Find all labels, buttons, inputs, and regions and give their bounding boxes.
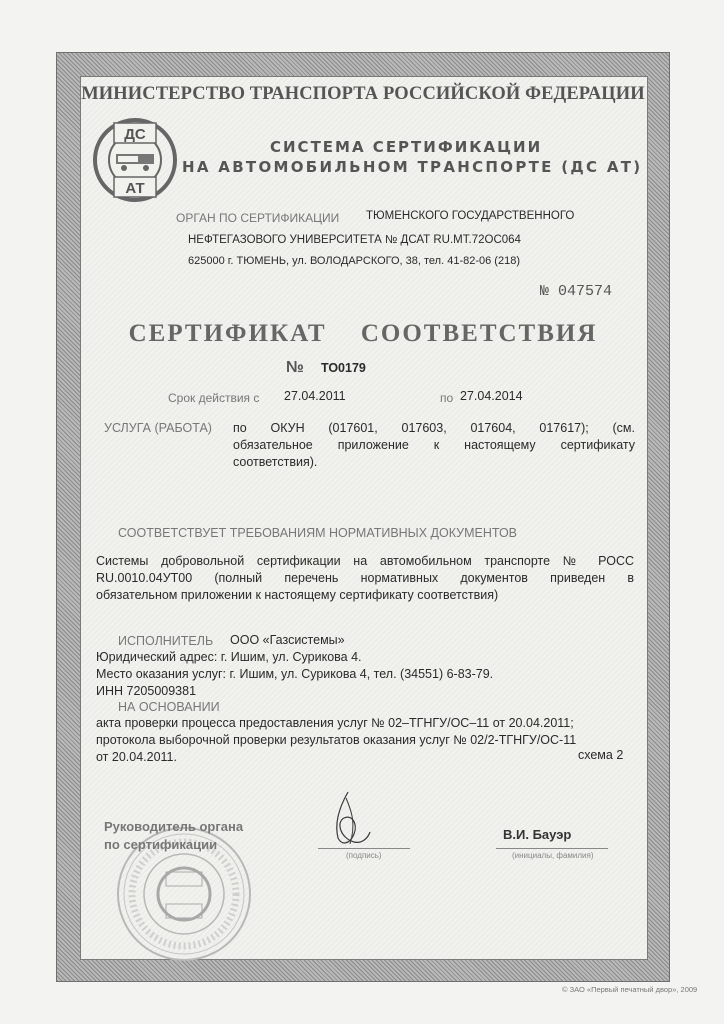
- conformity-text: [96, 553, 634, 604]
- legal-address: Юридический адрес: г. Ишим, ул. Сурикова 4.: [96, 650, 362, 664]
- organ-line2: НЕФТЕГАЗОВОГО УНИВЕРСИТЕТА № ДСАТ RU.MT.72OC064: [188, 234, 521, 246]
- signatory-label-line2: по сертификации: [104, 837, 218, 852]
- signature-line: [318, 848, 410, 849]
- organ-label: ОРГАН ПО СЕРТИФИКАЦИИ: [176, 211, 340, 225]
- system-title-line1: СИСТЕМА СЕРТИФИКАЦИИ: [270, 138, 543, 156]
- signer-name: В.И. Бауэр: [503, 827, 572, 842]
- valid-to-label: по: [440, 391, 454, 405]
- valid-to: 27.04.2014: [460, 389, 523, 403]
- basis-line3: от 20.04.2011.: [96, 750, 177, 764]
- organ-line1: ТЮМЕНСКОГО ГОСУДАРСТВЕННОГО: [366, 210, 575, 222]
- blank-number: № 047574: [540, 283, 613, 300]
- name-caption: (инициалы, фамилия): [512, 851, 594, 860]
- logo-text-top: ДС: [124, 126, 146, 143]
- conformity-line3: обязательном приложении к настоящему сертификату соответствия): [96, 588, 499, 602]
- service-address: Место оказания услуг: г. Ишим, ул. Сурикова 4, тел. (34551) 6-83-79.: [96, 667, 494, 681]
- handwritten-signature: [326, 788, 376, 850]
- signatory-label: [104, 818, 243, 854]
- service-description: [233, 420, 635, 471]
- executor-label: ИСПОЛНИТЕЛЬ: [118, 634, 214, 648]
- conformity-label: СООТВЕТСТВУЕТ ТРЕБОВАНИЯМ НОРМАТИВНЫХ ДОКУМЕНТОВ: [118, 526, 518, 540]
- validity-label: Срок действия с: [168, 391, 260, 405]
- ministry-heading: МИНИСТЕРСТВО ТРАНСПОРТА РОССИЙСКОЙ ФЕДЕРАЦИИ: [81, 84, 645, 104]
- logo-text-bottom: АТ: [125, 180, 145, 197]
- basis-label: НА ОСНОВАНИИ: [118, 700, 220, 714]
- organ-line3: 625000 г. ТЮМЕНЬ, ул. ВОЛОДАРСКОГО, 38, тел. 41-82-06 (218): [188, 255, 520, 267]
- valid-from: 27.04.2011: [284, 389, 346, 403]
- service-label: УСЛУГА (РАБОТА): [104, 421, 212, 435]
- certificate-title: СЕРТИФИКАТ СООТВЕТСТВИЯ: [128, 320, 598, 347]
- scheme: схема 2: [578, 748, 624, 762]
- executor-name: ООО «Газсистемы»: [230, 633, 345, 647]
- service-line3: соответствия).: [233, 455, 318, 469]
- certificate-number: ТО0179: [321, 361, 366, 375]
- signatory-label-line1: Руководитель органа: [104, 819, 244, 834]
- service-line2: обязательное приложение к настоящему сертификату: [233, 438, 635, 452]
- service-line1: по ОКУН (017601, 017603, 017604, 017617); (см.: [233, 421, 635, 435]
- conformity-line2: RU.0010.04УТ00 (полный перечень нормативных документов приведен в: [96, 571, 634, 585]
- signature-caption: (подпись): [346, 851, 382, 860]
- basis-line1: акта проверки процесса предоставления услуг № 02–ТГНГУ/ОС–11 от 20.04.2011;: [96, 716, 574, 730]
- system-title-line2: НА АВТОМОБИЛЬНОМ ТРАНСПОРТЕ (ДС АТ): [182, 158, 643, 176]
- ds-at-logo: [92, 117, 178, 203]
- printer-credit: © ЗАО «Первый печатный двор», 2009: [562, 985, 698, 994]
- inn: ИНН 7205009381: [96, 684, 197, 698]
- conformity-line1: Системы добровольной сертификации на автомобильном транспорте № РОСС: [96, 554, 634, 568]
- name-line: [496, 848, 608, 849]
- number-sign: №: [286, 359, 304, 376]
- basis-line2: протокола выборочной проверки результатов оказания услуг № 02/2-ТГНГУ/ОС-11: [96, 733, 577, 747]
